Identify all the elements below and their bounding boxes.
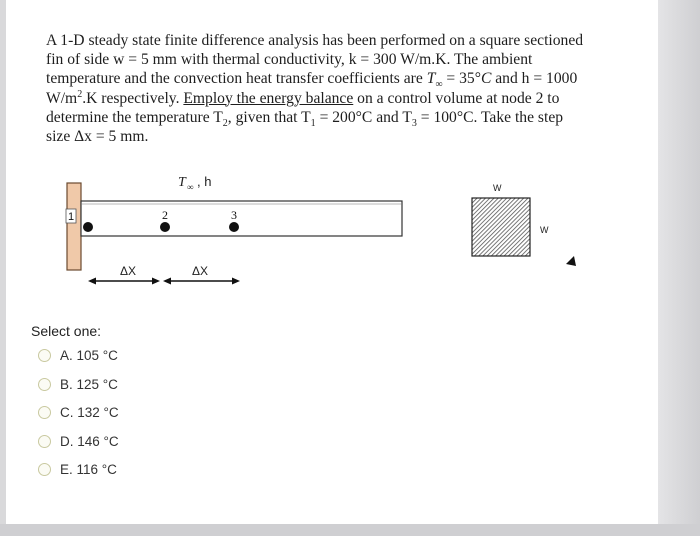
dx-left-arrow [88,278,160,285]
option-e-radio[interactable] [38,463,51,476]
option-d-label: D. 146 °C [60,433,119,449]
fin-cross-section [472,198,530,256]
dx-right-arrow [163,278,240,285]
select-one-label: Select one: [31,323,102,339]
option-c-label: C. 132 °C [60,404,119,420]
h-unit: W/m [46,89,78,107]
width-top-label: W [493,183,502,193]
node-3 [229,222,239,232]
option-b[interactable] [38,374,118,394]
t1-subscript: 1 [310,117,316,129]
width-side-label: W [540,225,549,235]
option-c-radio[interactable] [38,406,51,419]
option-d-radio[interactable] [38,435,51,448]
node-3-label: 3 [231,208,237,222]
option-d[interactable] [38,431,119,451]
t3-value: = 100°C. Take the step [416,108,564,126]
option-a-radio[interactable] [38,349,51,362]
dx-right-label: ΔX [191,264,209,278]
question-line-4-text: .K respectively. [82,89,184,107]
option-a[interactable] [38,345,118,365]
question-line-2-text: fin of side w = 5 mm with thermal conductivity, k = 300 W/m.K. The ambient [46,51,533,69]
question-line-5-text: determine the temperature T [46,108,223,126]
question-line-3-text: temperature and the convection heat transfer coefficients are [46,70,427,88]
node-1-label: 1 [67,211,75,223]
question-line-5-given: , given that T [227,108,311,126]
ambient-t-label: T [178,175,186,190]
option-a-label: A. 105 °C [60,347,118,363]
fin-body [81,201,402,236]
squared-superscript: 2 [77,88,83,100]
infinity-subscript: ∞ [435,79,443,91]
h-value: and h = 1000 [491,70,578,88]
t2-subscript: 2 [222,117,228,129]
ambient-value: = 35° [442,70,481,88]
celsius-unit: C [480,70,492,88]
base-wall [67,183,81,270]
ambient-infinity-label: ∞ [187,182,194,192]
option-e[interactable] [38,459,117,479]
step-size-text: size Δx = 5 mm. [46,128,149,146]
option-b-label: B. 125 °C [60,376,118,392]
mouse-cursor-icon [566,256,576,266]
t-infinity-symbol: T [426,70,436,88]
question-line-4-tail: on a control volume at node 2 to [353,89,560,107]
option-e-label: E. 116 °C [60,461,117,477]
option-c[interactable] [38,402,119,422]
dx-left-label: ΔX [119,264,137,278]
node-2-label: 2 [162,208,168,222]
ambient-h-label: , h [197,174,212,189]
node-2 [160,222,170,232]
question-line-1-text: A 1-D steady state finite difference analysis has been performed on a square sectioned [46,32,584,49]
t3-subscript: 3 [411,117,417,129]
energy-balance-link[interactable]: Employ the energy balance [183,89,354,107]
t1-value: = 200°C and T [315,108,412,126]
node-1 [83,222,93,232]
option-b-radio[interactable] [38,378,51,391]
